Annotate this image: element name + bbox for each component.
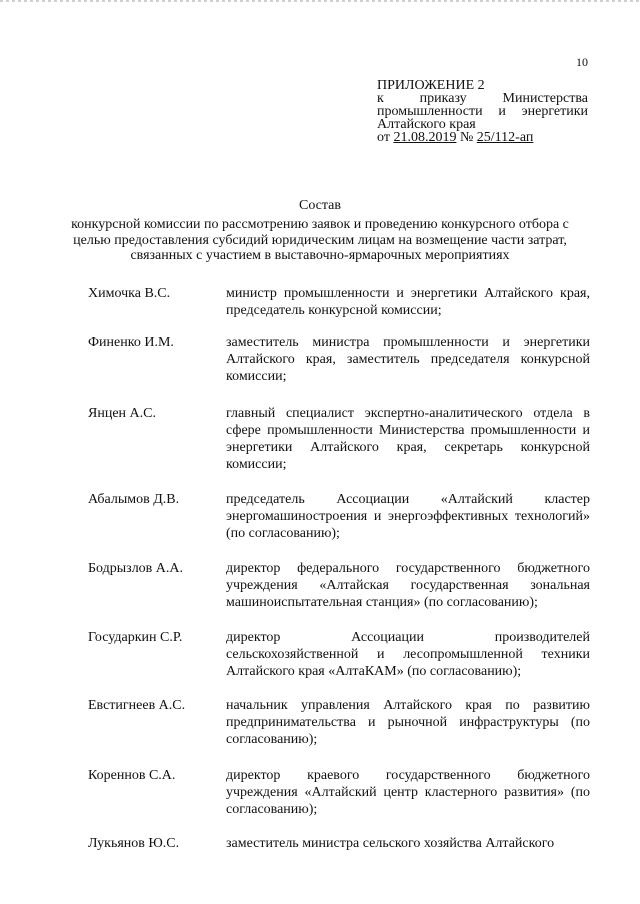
- member-role: директор федерального государственного бюджетного учреждения «Алтайская государственная зональная машиноиспытательная станция» (по согласованию);: [226, 561, 590, 610]
- order-date: 21.08.2019: [393, 130, 457, 145]
- member-role: директор Ассоциации производителей сельскохозяйственной и лесопромышленной техники Алтайского края «АлтаКАМ» (по согласованию);: [226, 630, 590, 679]
- appendix-line-1-text: к приказу Министерства промышленности и энергетики: [377, 91, 588, 119]
- member-name: Химочка В.С.: [88, 286, 171, 301]
- order-prefix: от: [377, 130, 390, 145]
- member-role: заместитель министра сельского хозяйства Алтайского: [226, 836, 555, 851]
- member-name: Бодрызлов А.А.: [88, 561, 184, 576]
- member-role: начальник управления Алтайского края по развитию предпринимательства и рыночной инфраструктуры (по согласованию);: [226, 698, 590, 747]
- appendix-title: ПРИЛОЖЕНИЕ 2: [377, 78, 485, 93]
- member-role: заместитель министра промышленности и энергетики Алтайского края, заместитель председателя конкурсной комиссии;: [226, 335, 590, 384]
- member-role: директор краевого государственного бюджетного учреждения «Алтайский центр кластерного развития» (по согласованию);: [226, 768, 590, 817]
- page-number: 10: [576, 55, 588, 69]
- member-name: Финенко И.М.: [88, 335, 174, 350]
- order-number: 25/112-ап: [476, 130, 534, 145]
- member-name: Евстигнеев А.С.: [88, 698, 186, 713]
- member-role: главный специалист экспертно-аналитического отдела в сфере промышленности Министерства промышленности и энергетики Алтайского края, секретарь конкурсной комиссии;: [226, 406, 590, 472]
- member-name: Государкин С.Р.: [88, 630, 183, 645]
- member-name: Янцен А.С.: [88, 406, 156, 421]
- heading-title: Состав: [298, 198, 341, 213]
- member-name: Абалымов Д.В.: [88, 492, 180, 507]
- order-number-sign: №: [459, 130, 474, 145]
- member-name: Лукьянов Ю.С.: [88, 836, 180, 851]
- heading-subtitle: конкурсной комиссии по рассмотрению заявок и проведению конкурсного отбора с целью предоставления субсидий юридическим лицам на возмещение части затрат, связанных с участием в выставочно-ярмарочных мероприятиях: [71, 217, 569, 263]
- appendix-region: Алтайского края: [377, 117, 476, 132]
- member-role: министр промышленности и энергетики Алтайского края, председатель конкурсной комиссии;: [226, 286, 590, 318]
- member-name: Кореннов С.А.: [88, 768, 176, 783]
- member-role: председатель Ассоциации «Алтайский кластер энергомашиностроения и энергоэффективных технологий» (по согласованию);: [226, 492, 590, 541]
